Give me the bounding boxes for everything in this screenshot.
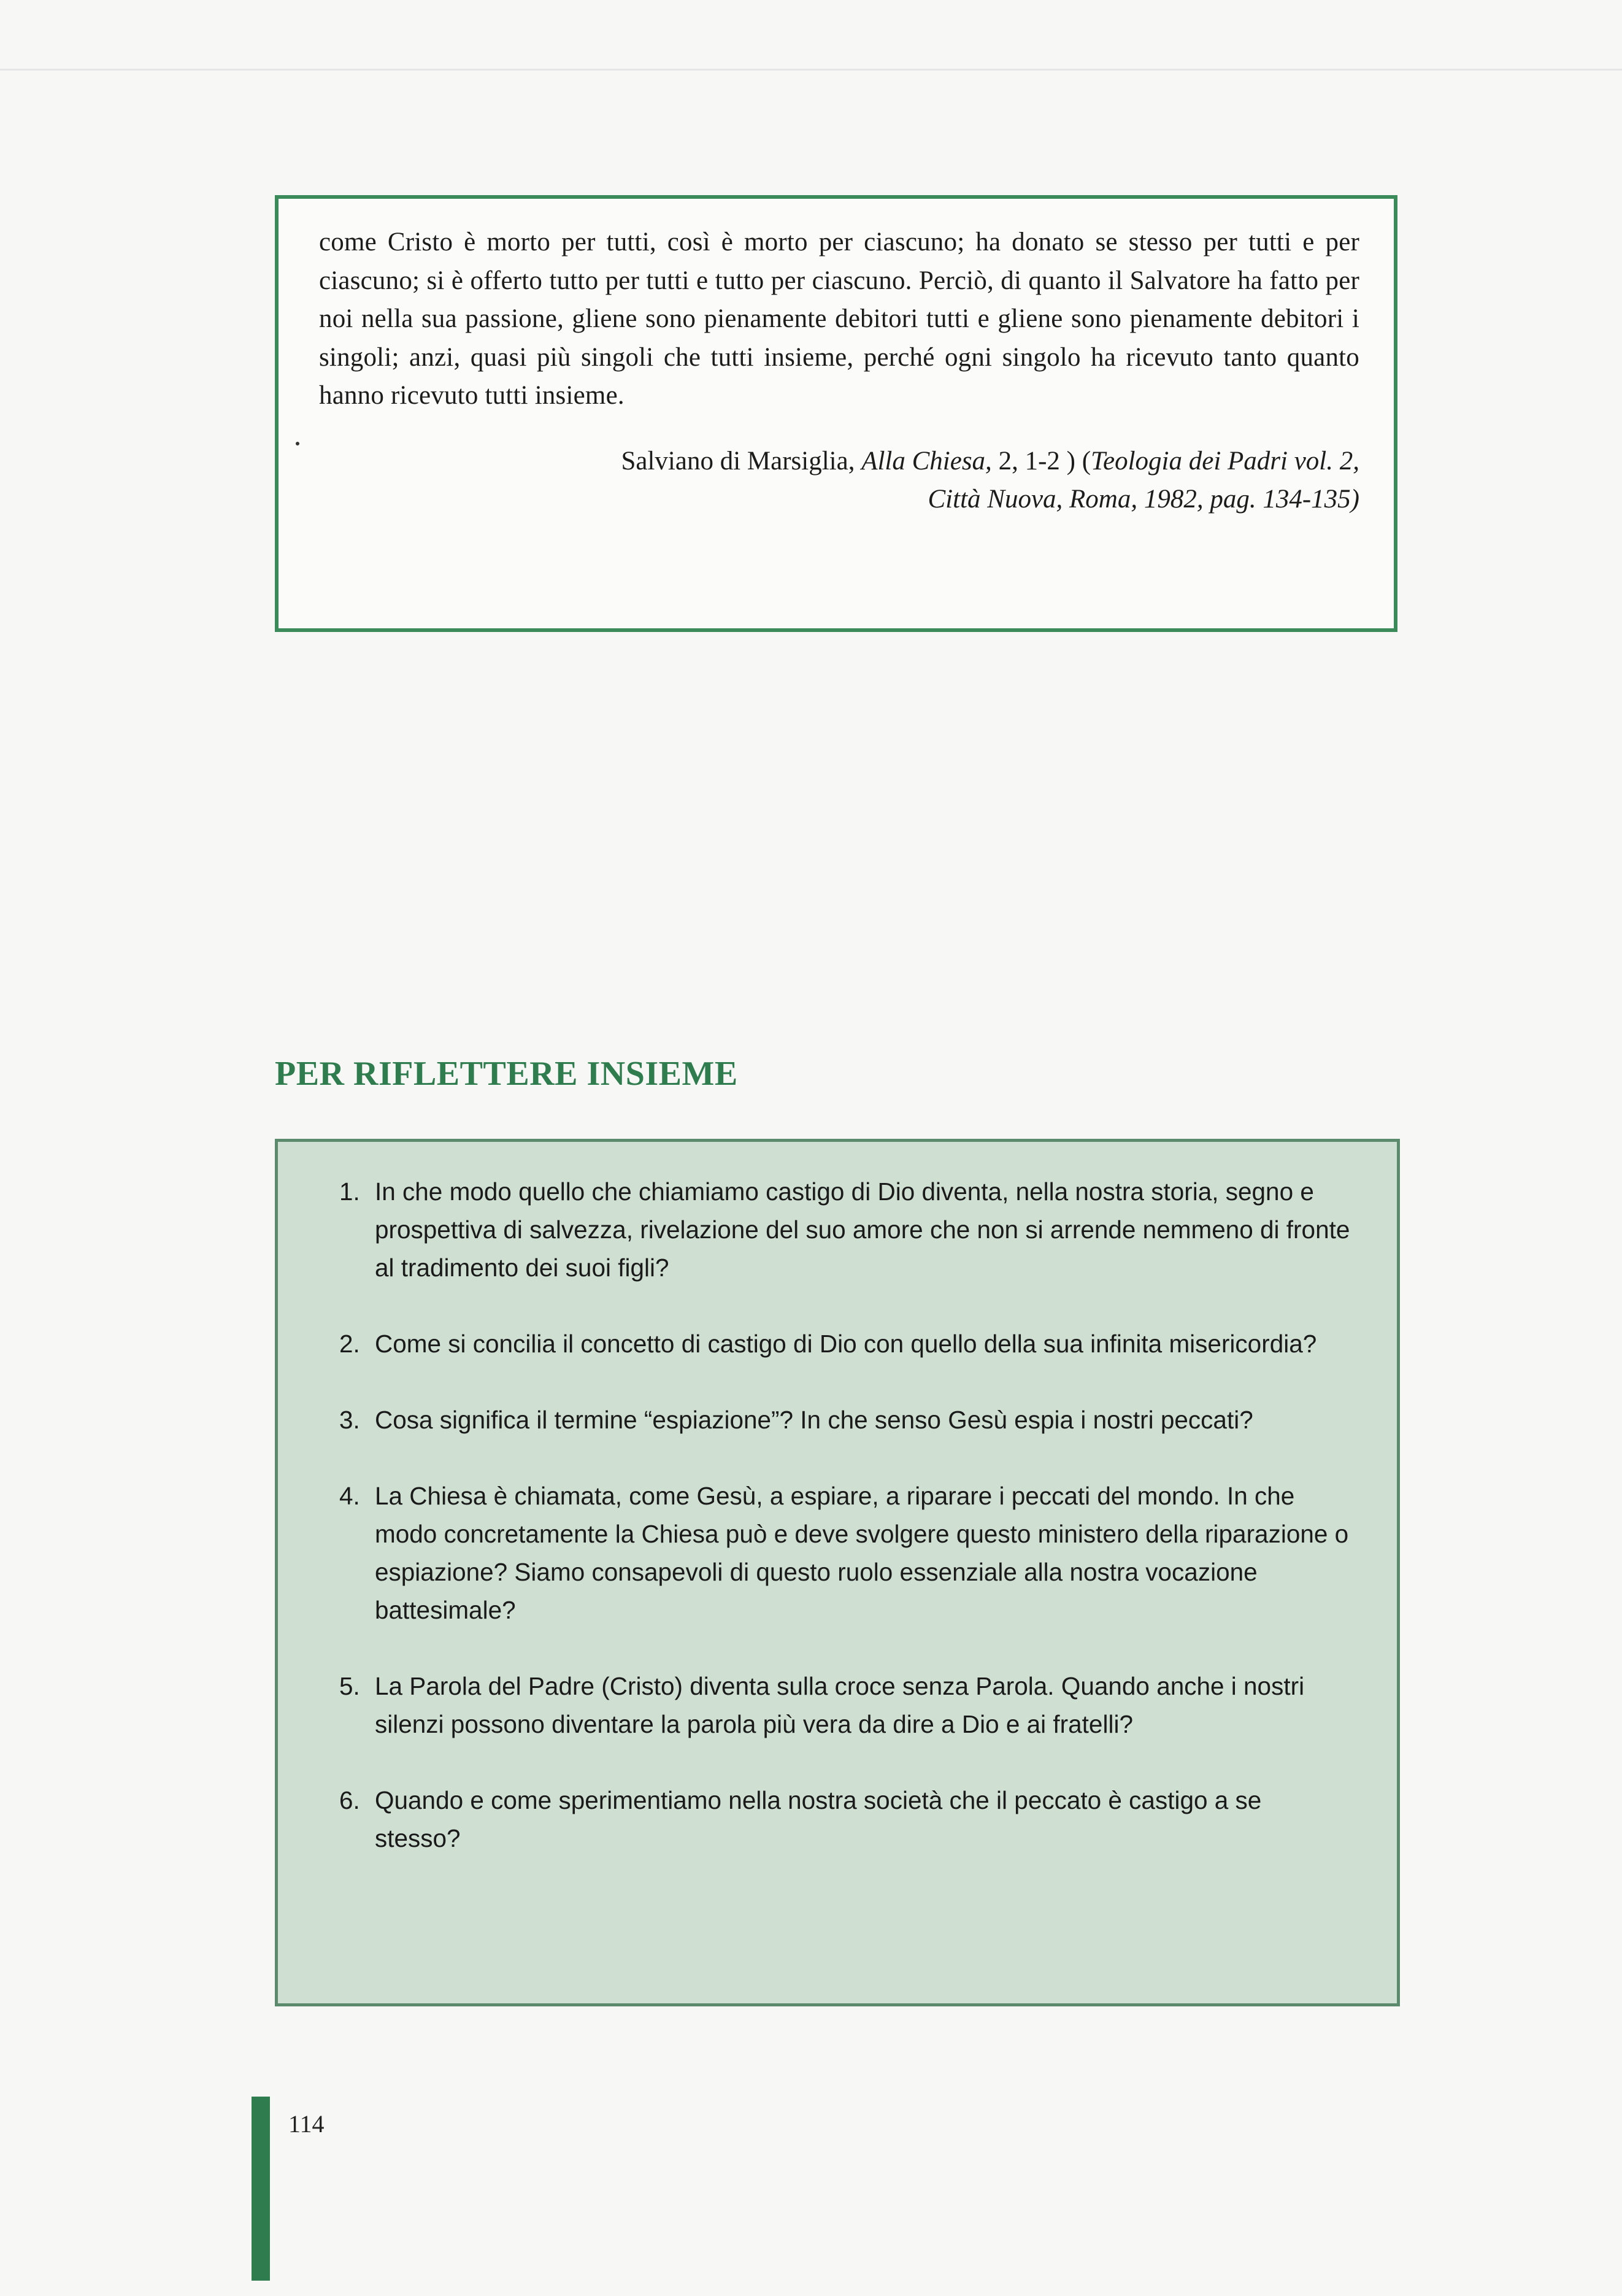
quote-author: Salviano di Marsiglia, <box>621 446 855 476</box>
quote-work: Alla Chiesa, <box>861 446 992 476</box>
quote-reference: 2, 1-2 ) ( <box>998 446 1091 476</box>
quote-publisher: Città Nuova, Roma, 1982, pag. 134-135) <box>928 484 1359 514</box>
question-text: La Chiesa è chiamata, come Gesù, a espiare, a riparare i peccati del mondo. In che modo concretamente la Chiesa può e deve svolgere questo ministero della riparazione o espiazione? Siamo consapevoli di questo ruolo essenziale alla nostra vocazione battesimale? <box>375 1482 1349 1624</box>
question-item <box>339 1325 1354 1363</box>
question-number: 4. <box>339 1482 360 1510</box>
question-number: 2. <box>339 1330 360 1358</box>
question-list <box>339 1173 1354 1857</box>
question-item <box>339 1667 1354 1743</box>
question-number: 1. <box>339 1177 360 1206</box>
stray-mark <box>296 442 299 445</box>
page-edge-bar <box>252 2097 270 2281</box>
question-text: La Parola del Padre (Cristo) diventa sulla croce senza Parola. Quando anche i nostri silenzi possono diventare la parola più vera da dire a Dio e ai fratelli? <box>375 1672 1305 1738</box>
question-item <box>339 1781 1354 1857</box>
questions-box <box>275 1139 1400 2006</box>
question-number: 3. <box>339 1406 360 1434</box>
question-text: Come si concilia il concetto di castigo di Dio con quello della sua infinita misericordia? <box>375 1330 1317 1358</box>
quote-source: Teologia dei Padri vol. 2, <box>1091 446 1359 476</box>
question-item <box>339 1401 1354 1439</box>
quote-text: come Cristo è morto per tutti, così è morto per ciascuno; ha donato se stesso per tutti e per ciascuno; si è offerto tutto per tutti e tutto per ciascuno. Perciò, di quanto il Salvatore ha fatto per noi nella sua passione, gliene sono pienamente debitori tutti e gliene sono pienamente debitori i singoli; anzi, quasi più singoli che tutti insieme, perché ogni singolo ha ricevuto tanto quanto hanno ricevuto tutti insieme. <box>319 228 1359 410</box>
question-text: Cosa significa il termine “espiazione”? In che senso Gesù espia i nostri peccati? <box>375 1406 1253 1434</box>
question-text: In che modo quello che chiamiamo castigo di Dio diventa, nella nostra storia, segno e prospettiva di salvezza, rivelazione del suo amore che non si arrende nemmeno di fronte al tradimento dei suoi figli? <box>375 1177 1350 1282</box>
quote-attribution <box>319 442 1359 518</box>
question-number: 5. <box>339 1672 360 1700</box>
question-item <box>339 1173 1354 1287</box>
page-number: 114 <box>288 2110 325 2138</box>
section-title: PER RIFLETTERE INSIEME <box>275 1055 738 1093</box>
top-rule <box>0 69 1622 71</box>
question-text: Quando e come sperimentiamo nella nostra società che il peccato è castigo a se stesso? <box>375 1786 1262 1852</box>
question-item <box>339 1477 1354 1629</box>
quote-box <box>275 195 1397 632</box>
question-number: 6. <box>339 1786 360 1814</box>
